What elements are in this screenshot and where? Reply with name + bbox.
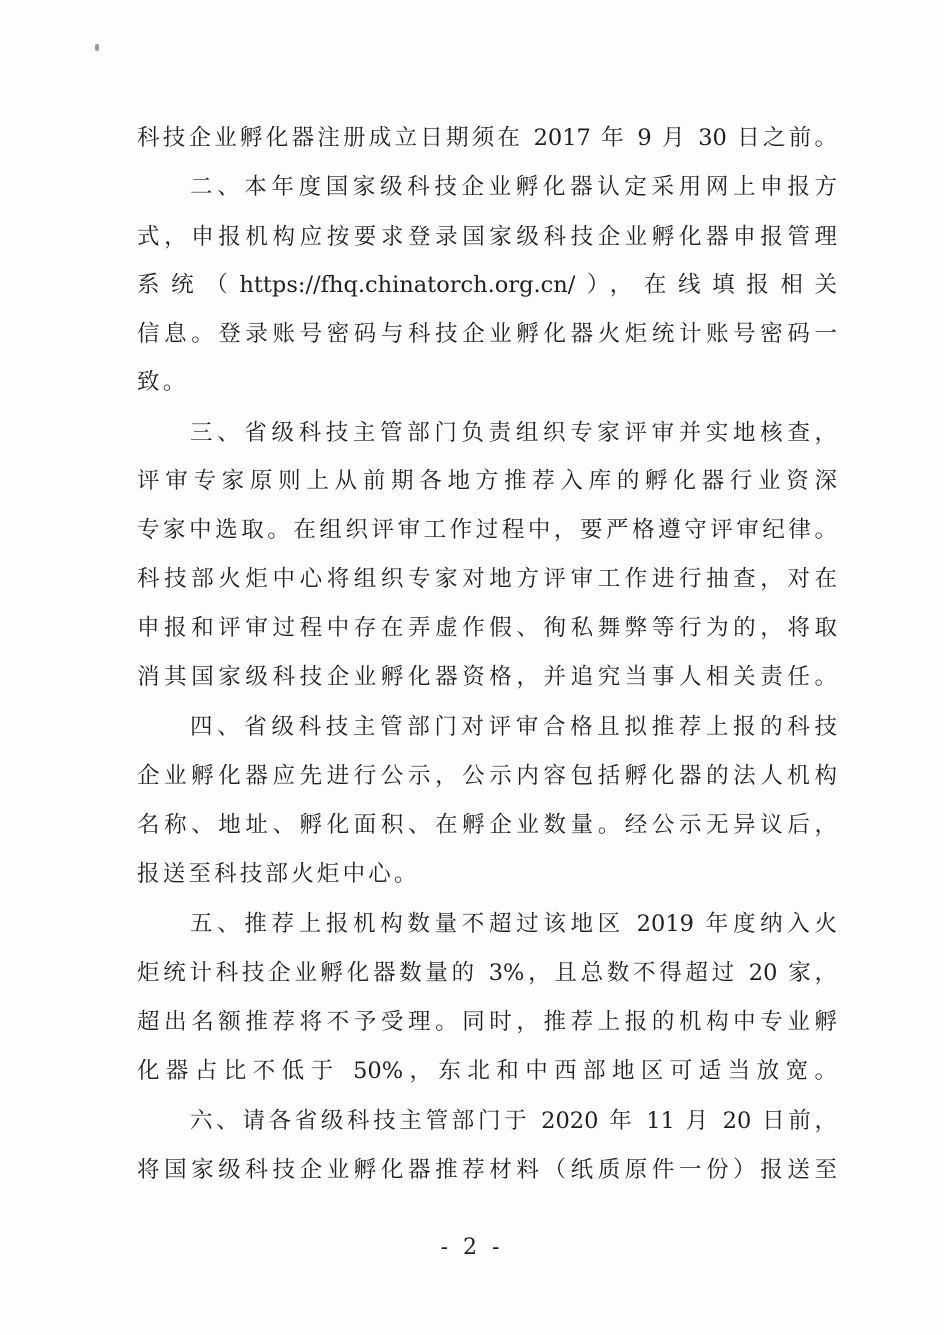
text-line: 报送至科技部火炬中心。 [137, 861, 420, 887]
text-line: 超出名额推荐将不予受理。同时，推荐上报的机构中专业孵 [137, 1009, 837, 1035]
text-line: 申报和评审过程中存在弄虚作假、徇私舞弊等行为的，将取 [137, 615, 837, 641]
text-line: 消其国家级科技企业孵化器资格，并追究当事人相关责任。 [137, 664, 837, 690]
text-line: 科技部火炬中心将组织专家对地方评审工作进行抽查，对在 [137, 566, 837, 592]
text-line: 将国家级科技企业孵化器推荐材料（纸质原件一份）报送至 [137, 1157, 837, 1183]
text-line: 专家中选取。在组织评审工作过程中，要严格遵守评审纪律。 [137, 517, 837, 543]
page-number: - 2 - [440, 1235, 504, 1260]
text-line: 化器占比不低于 50%，东北和中西部地区可适当放宽。 [137, 1058, 837, 1084]
text-line: 二、本年度国家级科技企业孵化器认定采用网上申报方 [190, 174, 837, 200]
text-line: 式，申报机构应按要求登录国家级科技企业孵化器申报管理 [137, 224, 837, 250]
text-line: 信息。登录账号密码与科技企业孵化器火炬统计账号密码一 [137, 321, 837, 347]
text-line: 六、请各省级科技主管部门于 2020 年 11 月 20 日前， [190, 1108, 837, 1134]
text-line: 致。 [137, 369, 189, 395]
text-line: 三、省级科技主管部门负责组织专家评审并实地核查， [190, 420, 837, 446]
text-line: 评审专家原则上从前期各地方推荐入库的孵化器行业资深 [137, 468, 837, 494]
text-line: 四、省级科技主管部门对评审合格且拟推荐上报的科技 [190, 714, 837, 740]
text-line: 科技企业孵化器注册成立日期须在 2017 年 9 月 30 日之前。 [137, 125, 837, 151]
scan-speck [95, 44, 99, 51]
text-line: 系统（https://fhq.chinatorch.org.cn/），在线填报相关 [137, 272, 837, 298]
text-line: 企业孵化器应先进行公示，公示内容包括孵化器的法人机构 [137, 763, 837, 789]
text-line: 五、推荐上报机构数量不超过该地区 2019 年度纳入火 [190, 911, 837, 937]
text-line: 名称、地址、孵化面积、在孵企业数量。经公示无异议后， [137, 812, 837, 838]
text-line: 炬统计科技企业孵化器数量的 3%，且总数不得超过 20 家， [137, 960, 837, 986]
